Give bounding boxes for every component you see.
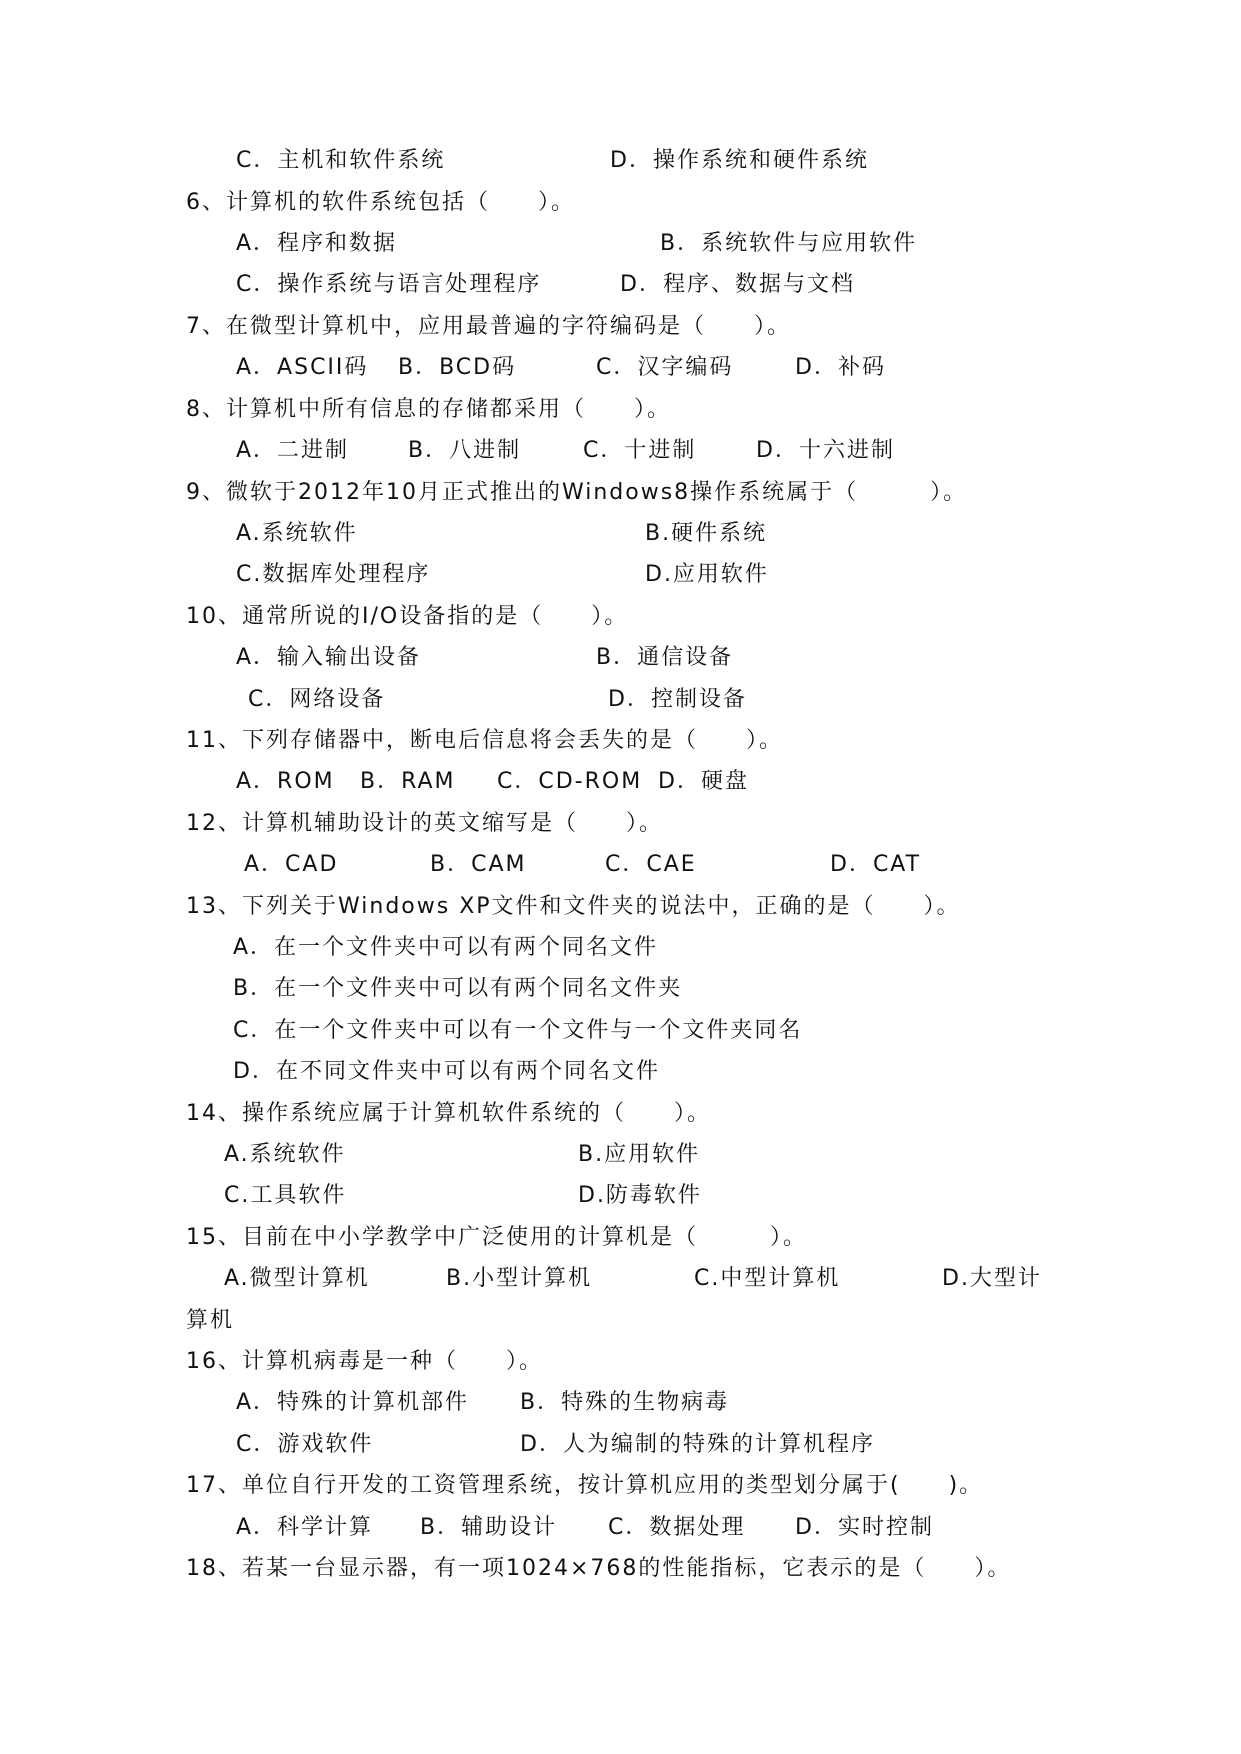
option-text: C．网络设备 [248,687,386,712]
option-text: B．辅助设计 [420,1515,558,1540]
option-text: D．十六进制 [756,438,895,463]
option-text: A．输入输出设备 [236,645,422,670]
option-text: A．特殊的计算机部件 [236,1390,470,1415]
option-text: B．BCD码 [398,355,517,380]
option-text: A．二进制 [236,438,350,463]
option-text: A．CAD [244,852,339,877]
question-text: 16、计算机病毒是一种（ ）。 [186,1349,543,1374]
option-text: B．通信设备 [596,645,734,670]
option-text: A.系统软件 [236,521,358,546]
option-text: D．实时控制 [795,1515,934,1540]
option-text: D．程序、数据与文档 [620,272,855,297]
option-text: D．补码 [795,355,886,380]
question-text: 18、若某一台显示器，有一项1024×768的性能指标，它表示的是（ ）。 [186,1556,1012,1581]
option-text: A.系统软件 [224,1142,346,1167]
option-text: A．科学计算 [236,1515,374,1540]
question-text: 8、计算机中所有信息的存储都采用（ ）。 [186,397,671,422]
option-text: B.硬件系统 [645,521,768,546]
option-text: C.数据库处理程序 [236,562,431,587]
option-text: C．主机和软件系统 [236,148,446,173]
option-text: A．在一个文件夹中可以有两个同名文件 [233,935,659,960]
option-text: D.防毒软件 [578,1183,702,1208]
option-text: C．操作系统与语言处理程序 [236,272,542,297]
option-text: A．程序和数据 [236,231,398,256]
option-text: C．游戏软件 [236,1432,374,1457]
option-text: D．硬盘 [658,769,749,794]
question-text: 7、在微型计算机中，应用最普遍的字符编码是（ ）。 [186,314,791,339]
option-text: C.工具软件 [224,1183,347,1208]
option-text: C．十进制 [583,438,697,463]
option-text: B．特殊的生物病毒 [520,1390,730,1415]
question-text: 12、计算机辅助设计的英文缩写是（ ）。 [186,811,663,836]
option-text: C．数据处理 [608,1515,746,1540]
question-text: 13、下列关于Windows XP文件和文件夹的说法中，正确的是（ ）。 [186,894,961,919]
option-text: D.应用软件 [645,562,769,587]
option-text: B.应用软件 [578,1142,701,1167]
question-text: 15、目前在中小学教学中广泛使用的计算机是（ ）。 [186,1225,807,1250]
option-text: D．控制设备 [608,687,747,712]
option-text: D．在不同文件夹中可以有两个同名文件 [233,1059,660,1084]
option-text: D．操作系统和硬件系统 [610,148,869,173]
option-text: C.中型计算机 [694,1266,841,1291]
option-text: B.小型计算机 [446,1266,593,1291]
option-text: B．八进制 [408,438,522,463]
question-text: 9、微软于2012年10月正式推出的Windows8操作系统属于（ ）。 [186,480,968,505]
question-text: 6、计算机的软件系统包括（ ）。 [186,190,575,215]
question-text: 10、通常所说的I/O设备指的是（ ）。 [186,604,629,629]
option-text: C．在一个文件夹中可以有一个文件与一个文件夹同名 [233,1018,803,1043]
option-text: D．人为编制的特殊的计算机程序 [520,1432,875,1457]
option-text: A．ROM [236,769,335,794]
option-text: C．汉字编码 [596,355,734,380]
option-text: A.微型计算机 [224,1266,370,1291]
option-text: D．CAT [830,852,922,877]
option-text: D.大型计 [942,1266,1042,1291]
option-text: B．在一个文件夹中可以有两个同名文件夹 [233,976,683,1001]
question-text: 11、下列存储器中，断电后信息将会丢失的是（ ）。 [186,728,783,753]
option-text: B．RAM [360,769,456,794]
question-text: 14、操作系统应属于计算机软件系统的（ ）。 [186,1101,711,1126]
option-text: A．ASCII码 [236,355,369,380]
question-text: 17、单位自行开发的工资管理系统，按计算机应用的类型划分属于( )。 [186,1473,984,1498]
option-text: B．系统软件与应用软件 [660,231,918,256]
option-text: B．CAM [430,852,527,877]
question-text: 算机 [186,1308,235,1333]
option-text: C．CAE [605,852,697,877]
option-text: C．CD-ROM [497,769,643,794]
